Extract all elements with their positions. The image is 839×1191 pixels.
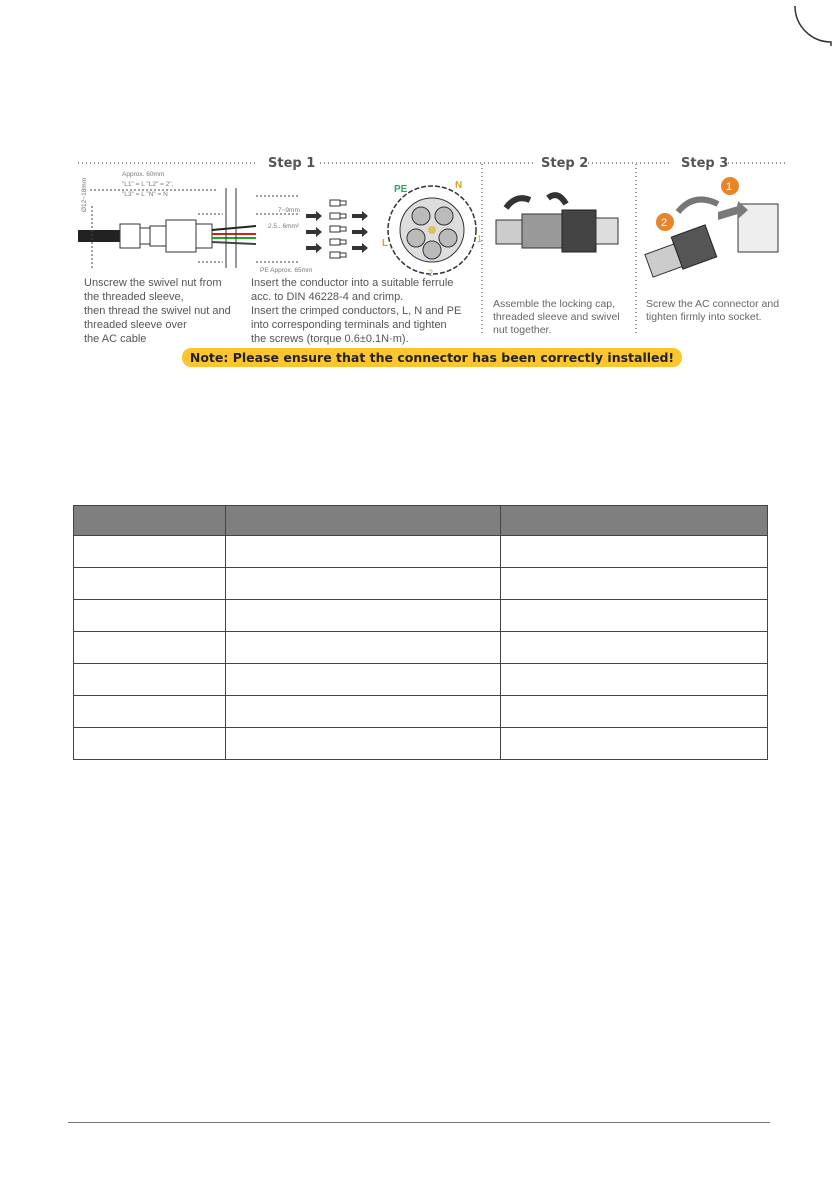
step1-title: Step 1	[268, 156, 316, 171]
svg-text:acc. to DIN 46228-4 and crimp.: acc. to DIN 46228-4 and crimp.	[251, 291, 404, 303]
corner-crop-mark	[793, 6, 833, 46]
terminal-label-l: L	[382, 238, 389, 249]
svg-text:the AC cable: the AC cable	[84, 333, 147, 345]
terminal-label-2: 2	[428, 268, 434, 278]
table-cell	[74, 568, 226, 600]
table-cell	[501, 632, 768, 664]
table-row	[74, 600, 768, 632]
table-cell	[74, 536, 226, 568]
pe-length-label: PE Approx. 65mm	[260, 267, 313, 274]
table-row	[74, 728, 768, 760]
table-cell	[226, 568, 501, 600]
footer-divider	[68, 1122, 770, 1123]
terminal-label-pe: PE	[394, 184, 408, 195]
table-row	[74, 568, 768, 600]
table-cell	[501, 600, 768, 632]
table-cell	[74, 696, 226, 728]
table-cell	[74, 728, 226, 760]
wire-mapping-line2: "L3" = L "N" = N	[122, 191, 168, 198]
table-cell	[501, 536, 768, 568]
table-row	[74, 664, 768, 696]
step1-description-b	[251, 277, 461, 345]
table-header-row	[74, 506, 768, 536]
svg-text:the threaded sleeve,: the threaded sleeve,	[84, 291, 184, 303]
svg-text:Assemble the locking cap,: Assemble the locking cap,	[493, 298, 615, 310]
step3-description	[646, 298, 779, 323]
table-cell	[226, 728, 501, 760]
svg-text:tighten firmly into socket.: tighten firmly into socket.	[646, 311, 762, 323]
svg-text:Screw the AC connector and: Screw the AC connector and	[646, 298, 780, 310]
table-row	[74, 632, 768, 664]
step1-description-a	[84, 277, 231, 345]
svg-text:nut together.: nut together.	[493, 324, 552, 336]
empty-specification-table	[73, 505, 768, 760]
strip-length-label: Approx. 60mm	[122, 171, 165, 178]
table-cell	[501, 664, 768, 696]
svg-text:threaded sleeve over: threaded sleeve over	[84, 319, 187, 331]
table-cell	[226, 664, 501, 696]
table-cell	[74, 664, 226, 696]
step3-badge-1: 1	[726, 181, 733, 193]
table-cell	[74, 632, 226, 664]
table-row	[74, 696, 768, 728]
table-cell	[501, 728, 768, 760]
step2-description	[493, 298, 620, 336]
cable-illustration	[78, 188, 256, 268]
cross-section-label: 2.5...6mm²	[268, 223, 300, 230]
table-row	[74, 536, 768, 568]
step2-title: Step 2	[541, 156, 589, 171]
ac-connector-installation-figure	[78, 150, 786, 372]
table-cell	[226, 696, 501, 728]
table-cell	[226, 600, 501, 632]
svg-text:then thread the swivel nut and: then thread the swivel nut and	[84, 305, 231, 317]
svg-text:threaded sleeve and swivel: threaded sleeve and swivel	[493, 311, 620, 323]
table-cell	[74, 600, 226, 632]
svg-text:into corresponding terminals a: into corresponding terminals and tighten	[251, 319, 447, 331]
table-cell	[501, 696, 768, 728]
table-cell	[226, 536, 501, 568]
note-text: Note: Please ensure that the connector has been correctly installed!	[189, 350, 675, 365]
cable-diameter-label: Ø12~18mm	[81, 177, 88, 212]
table-header-cell	[226, 506, 501, 536]
table-cell	[501, 568, 768, 600]
strip-short-label: 7~9mm	[278, 207, 300, 214]
svg-text:the screws (torque 0.6±0.1N·m): the screws (torque 0.6±0.1N·m).	[251, 333, 409, 345]
table-cell	[226, 632, 501, 664]
step3-badge-2: 2	[661, 217, 668, 229]
svg-text:Insert the conductor into a su: Insert the conductor into a suitable ferrule	[251, 277, 454, 289]
table-header-cell	[74, 506, 226, 536]
svg-text:Unscrew the swivel nut from: Unscrew the swivel nut from	[84, 277, 222, 289]
ferrule-icons	[330, 200, 346, 258]
step2-connector-illustration	[496, 195, 618, 252]
step3-title: Step 3	[681, 156, 729, 171]
svg-text:Insert the crimped conductors,: Insert the crimped conductors, L, N and PE	[251, 305, 462, 317]
table-header-cell	[501, 506, 768, 536]
terminal-label-n: N	[455, 180, 463, 191]
terminal-label-1: 1	[477, 234, 483, 244]
connector-terminal-face	[388, 186, 476, 274]
wire-mapping-line1: "L1" = L "L2" = 2",	[122, 181, 174, 188]
